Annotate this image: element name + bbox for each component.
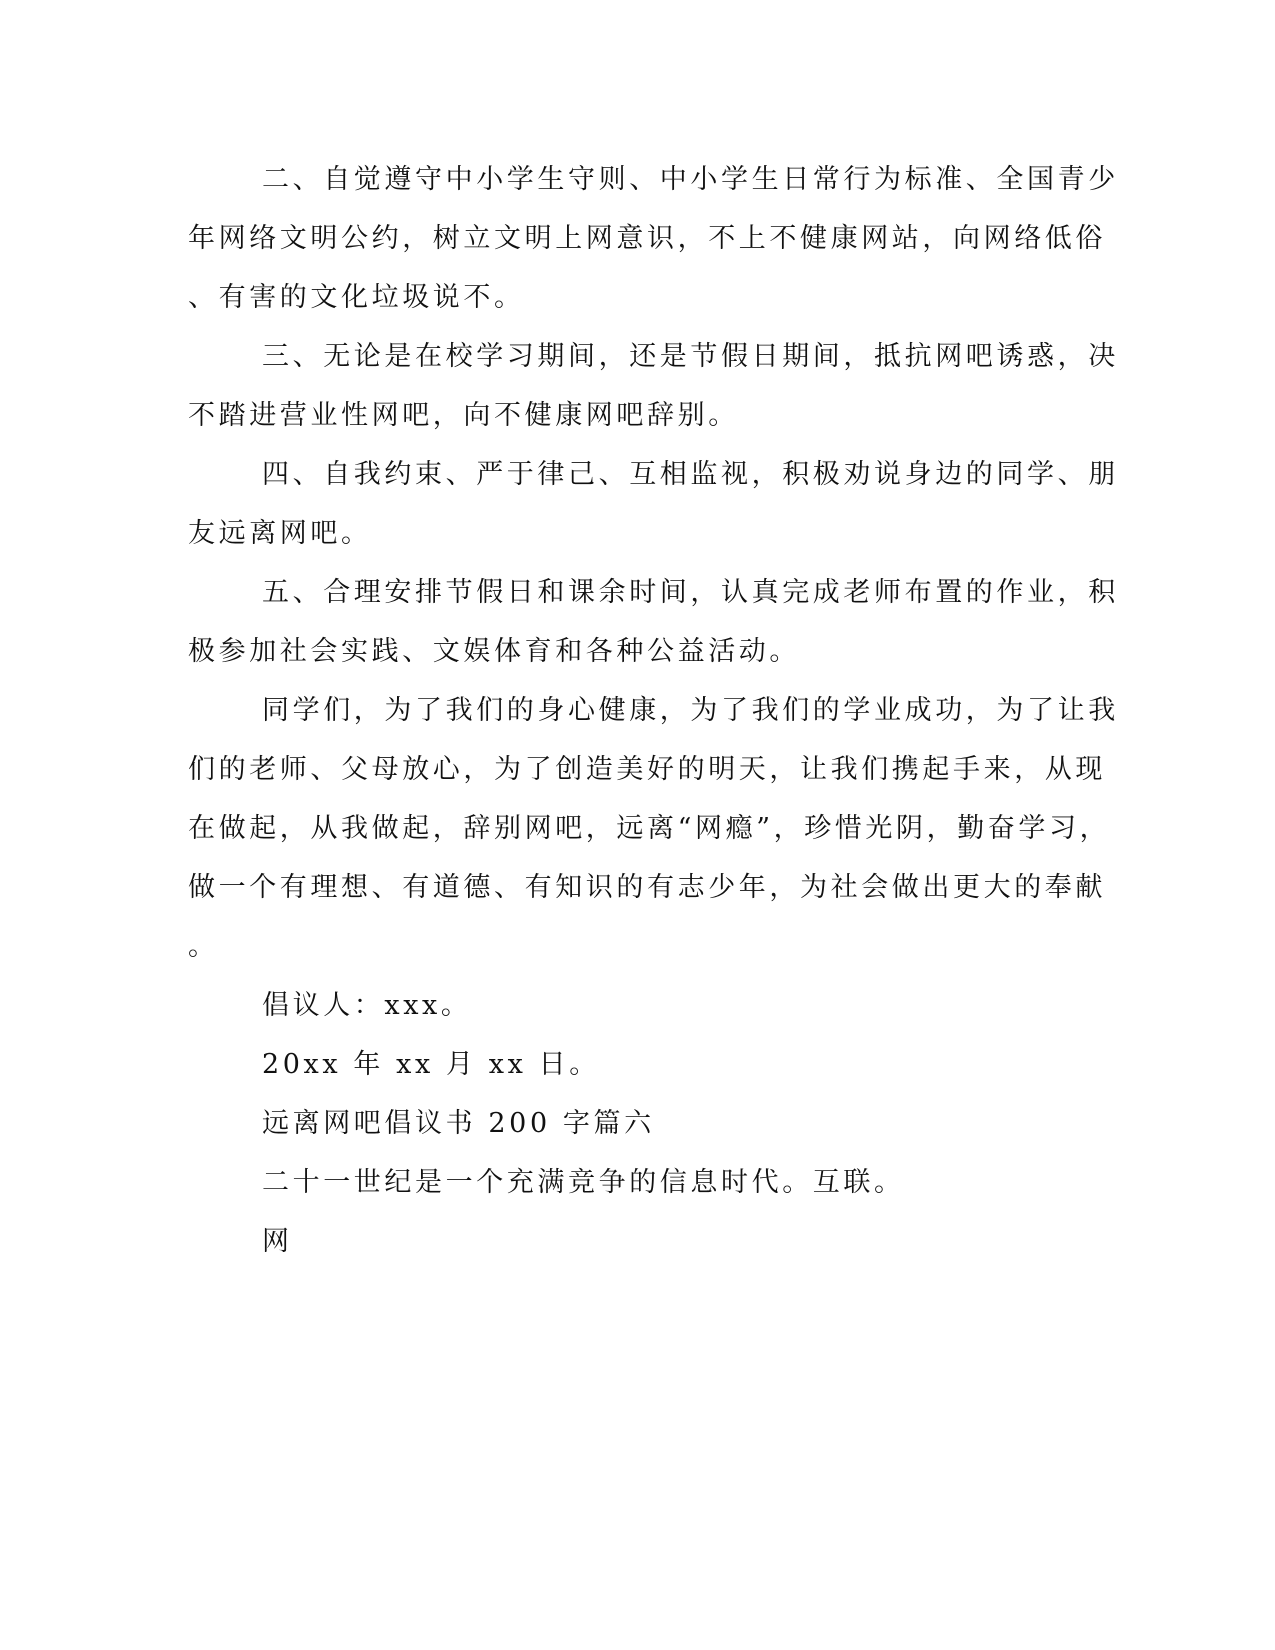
paragraph-2-line-3: 、有害的文化垃圾说不。: [188, 282, 525, 313]
paragraph-4-line-2: 友远离网吧。: [188, 518, 372, 549]
paragraph-2-line-1: 二、自觉遵守中小学生守则、中小学生日常行为标准、全国青少: [262, 164, 1119, 195]
paragraph-3-line-1: 三、无论是在校学习期间，还是节假日期间，抵抗网吧诱惑，决: [262, 341, 1119, 372]
signatory: 倡议人：xxx。: [262, 990, 472, 1021]
closing-paragraph-line-4: 做一个有理想、有道德、有知识的有志少年，为社会做出更大的奉献: [188, 872, 1106, 903]
paragraph-4-line-1: 四、自我约束、严于律己、互相监视，积极劝说身边的同学、朋: [262, 459, 1119, 490]
paragraph-3-line-2: 不踏进营业性网吧，向不健康网吧辞别。: [188, 400, 739, 431]
trailing-fragment: 网: [262, 1226, 293, 1257]
intro-line: 二十一世纪是一个充满竞争的信息时代。互联。: [262, 1167, 905, 1198]
section-heading: 远离网吧倡议书 200 字篇六: [262, 1108, 655, 1139]
closing-paragraph-line-5: 。: [188, 931, 219, 962]
closing-paragraph-line-1: 同学们，为了我们的身心健康，为了我们的学业成功，为了让我: [262, 695, 1119, 726]
date-line: 20xx 年 xx 月 xx 日。: [262, 1049, 600, 1080]
paragraph-5-line-1: 五、合理安排节假日和课余时间，认真完成老师布置的作业，积: [262, 577, 1119, 608]
paragraph-2-line-2: 年网络文明公约，树立文明上网意识，不上不健康网站，向网络低俗: [188, 223, 1106, 254]
closing-paragraph-line-3: 在做起，从我做起，辞别网吧，远离“网瘾”，珍惜光阴，勤奋学习，: [188, 813, 1111, 844]
closing-paragraph-line-2: 们的老师、父母放心，为了创造美好的明天，让我们携起手来，从现: [188, 754, 1106, 785]
paragraph-5-line-2: 极参加社会实践、文娱体育和各种公益活动。: [188, 636, 800, 667]
